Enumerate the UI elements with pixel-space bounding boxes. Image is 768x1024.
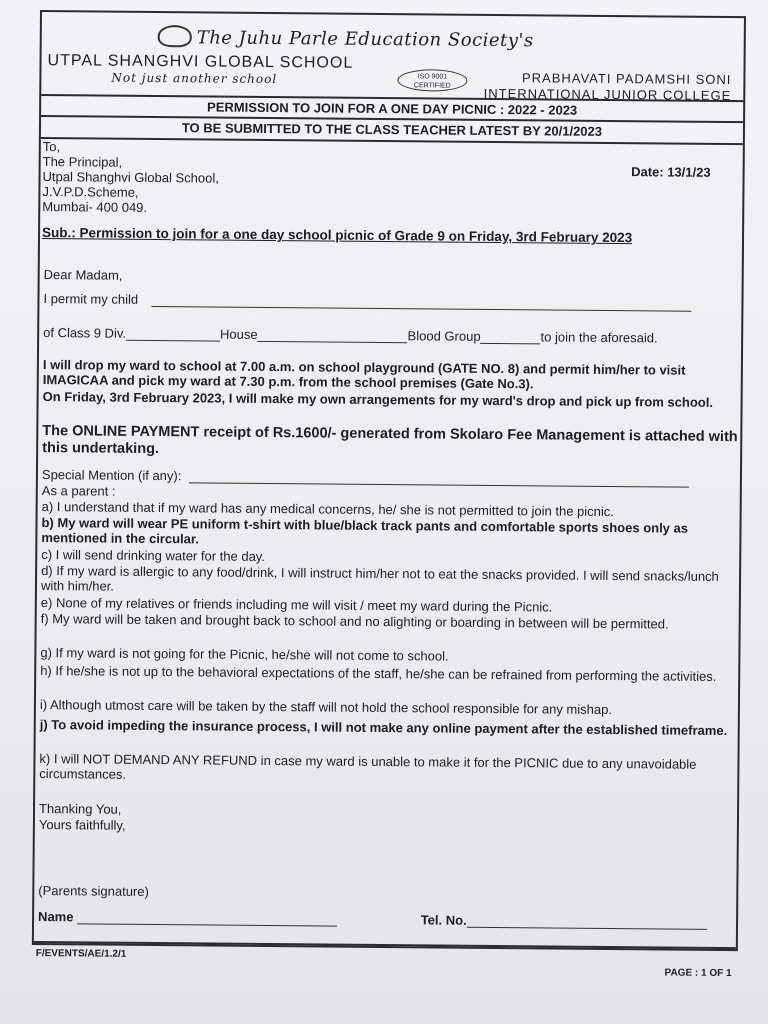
condition-g: g) If my ward is not going for the Picnic, he/she will not come to school. — [40, 645, 449, 664]
class-label: of Class 9 Div. — [43, 325, 127, 341]
special-mention-label: Special Mention (if any): — [41, 467, 182, 484]
class-line — [43, 325, 739, 346]
condition-i: i) Although utmost care will be taken by the staff will not hold the school responsible for any mishap. — [39, 697, 613, 718]
name-line — [38, 909, 734, 930]
blood-group-label: Blood Group — [407, 328, 481, 344]
join-text: to join the aforesaid. — [540, 329, 658, 346]
footer-rule — [34, 941, 736, 949]
address-line: Utpal Shanghvi Global School, — [42, 169, 219, 186]
name-label: Name — [38, 909, 74, 925]
society-text: The Juhu Parle Education Society's — [196, 27, 534, 52]
iso-badge — [397, 69, 467, 92]
drop-pick-paragraph: I will drop my ward to school at 7.00 a.m. on school playground (GATE NO. 8) and permit him/her to visit IMAGICAA and pick my ward at 7.30 p.m. from the school premises (Gate No.3). — [42, 357, 686, 392]
condition-b: b) My ward will wear PE uniform t-shirt with blue/black track pants and comfortable sports shoes only as mentioned in the circular. — [41, 515, 689, 547]
division-field[interactable] — [126, 328, 220, 342]
as-parent-label: As a parent : — [41, 483, 116, 499]
school-tagline: Not just another school — [111, 70, 278, 87]
form-title: PERMISSION TO JOIN FOR A ONE DAY PICNIC : 2022 - 2023 — [41, 94, 743, 122]
letter-date: Date: 13/1/23 — [631, 164, 711, 180]
condition-e: e) None of my relatives or friends including me will visit / meet my ward during the Picnic. — [40, 595, 553, 615]
child-name-field[interactable] — [152, 294, 692, 312]
condition-j: j) To avoid impeding the insurance process, I will not make any online payment after the established timeframe. — [39, 717, 728, 739]
subject-line: Sub.: Permission to join for a one day school picnic of Grade 9 on Friday, 3rd February 2023 — [41, 225, 633, 246]
condition-k: k) I will NOT DEMAND ANY REFUND in case my ward is unable to make it for the PICNIC due to any unavoidable circumstances. — [39, 751, 697, 782]
submission-deadline: TO BE SUBMITTED TO THE CLASS TEACHER LATEST BY 20/1/2023 — [41, 115, 743, 145]
condition-d: d) If my ward is allergic to any food/drink, I will instruct him/her not to eat the snacks provided. I will send snacks/lunch with him/her. — [40, 563, 719, 594]
form-frame — [32, 10, 746, 980]
condition-c: c) I will send drinking water for the day. — [41, 547, 266, 564]
payment-paragraph: The ONLINE PAYMENT receipt of Rs.1600/- generated from Skolaro Fee Management is attached with this undertaking. — [42, 423, 738, 458]
letterhead — [41, 12, 744, 104]
condition-f: f) My ward will be taken and brought back to school and no alighting or boarding in between will be permitted. — [40, 611, 669, 632]
house-field[interactable] — [258, 329, 408, 343]
permit-label: I permit my child — [43, 291, 139, 307]
condition-a: a) I understand that if my ward has any medical concerns, he/ she is not permitted to join the picnic. — [41, 499, 615, 520]
condition-h: h) If he/she is not up to the behavioral expectations of the staff, he/she can be refrained from performing the activities. — [40, 663, 717, 684]
school-name: UTPAL SHANGHVI GLOBAL SCHOOL — [47, 52, 354, 72]
page-number: PAGE : 1 OF 1 — [664, 967, 732, 980]
iso-line2: CERTIFIED — [413, 82, 451, 90]
emblem-icon — [158, 25, 192, 47]
form-code: F/EVENTS/AE/1.2/1 — [35, 947, 127, 960]
blood-group-field[interactable] — [481, 331, 541, 345]
permit-line — [43, 291, 739, 312]
tel-field[interactable] — [467, 915, 707, 930]
thanking-line: Thanking You, — [38, 801, 122, 817]
address-line: To, — [42, 139, 61, 155]
house-label: House — [219, 326, 258, 342]
salutation: Dear Madam, — [43, 267, 123, 283]
college-line2: INTERNATIONAL JUNIOR COLLEGE — [483, 85, 732, 104]
own-arrangement-paragraph: On Friday, 3rd February 2023, I will make my own arrangements for my ward's drop and pick up from school. — [42, 389, 714, 410]
tel-label: Tel. No. — [420, 912, 467, 928]
parent-name-field[interactable] — [77, 911, 337, 926]
signature-label: (Parents signature) — [38, 883, 149, 899]
address-line: The Principal, — [42, 154, 123, 170]
iso-line1: ISO 9001 — [417, 73, 448, 81]
yours-faithfully: Yours faithfully, — [38, 817, 126, 833]
address-block — [42, 139, 219, 216]
address-line: Mumbai- 400 049. — [42, 199, 148, 215]
college-line1: PRABHAVATI PADAMSHI SONI — [521, 70, 732, 88]
address-line: J.V.P.D.Scheme, — [42, 184, 139, 200]
